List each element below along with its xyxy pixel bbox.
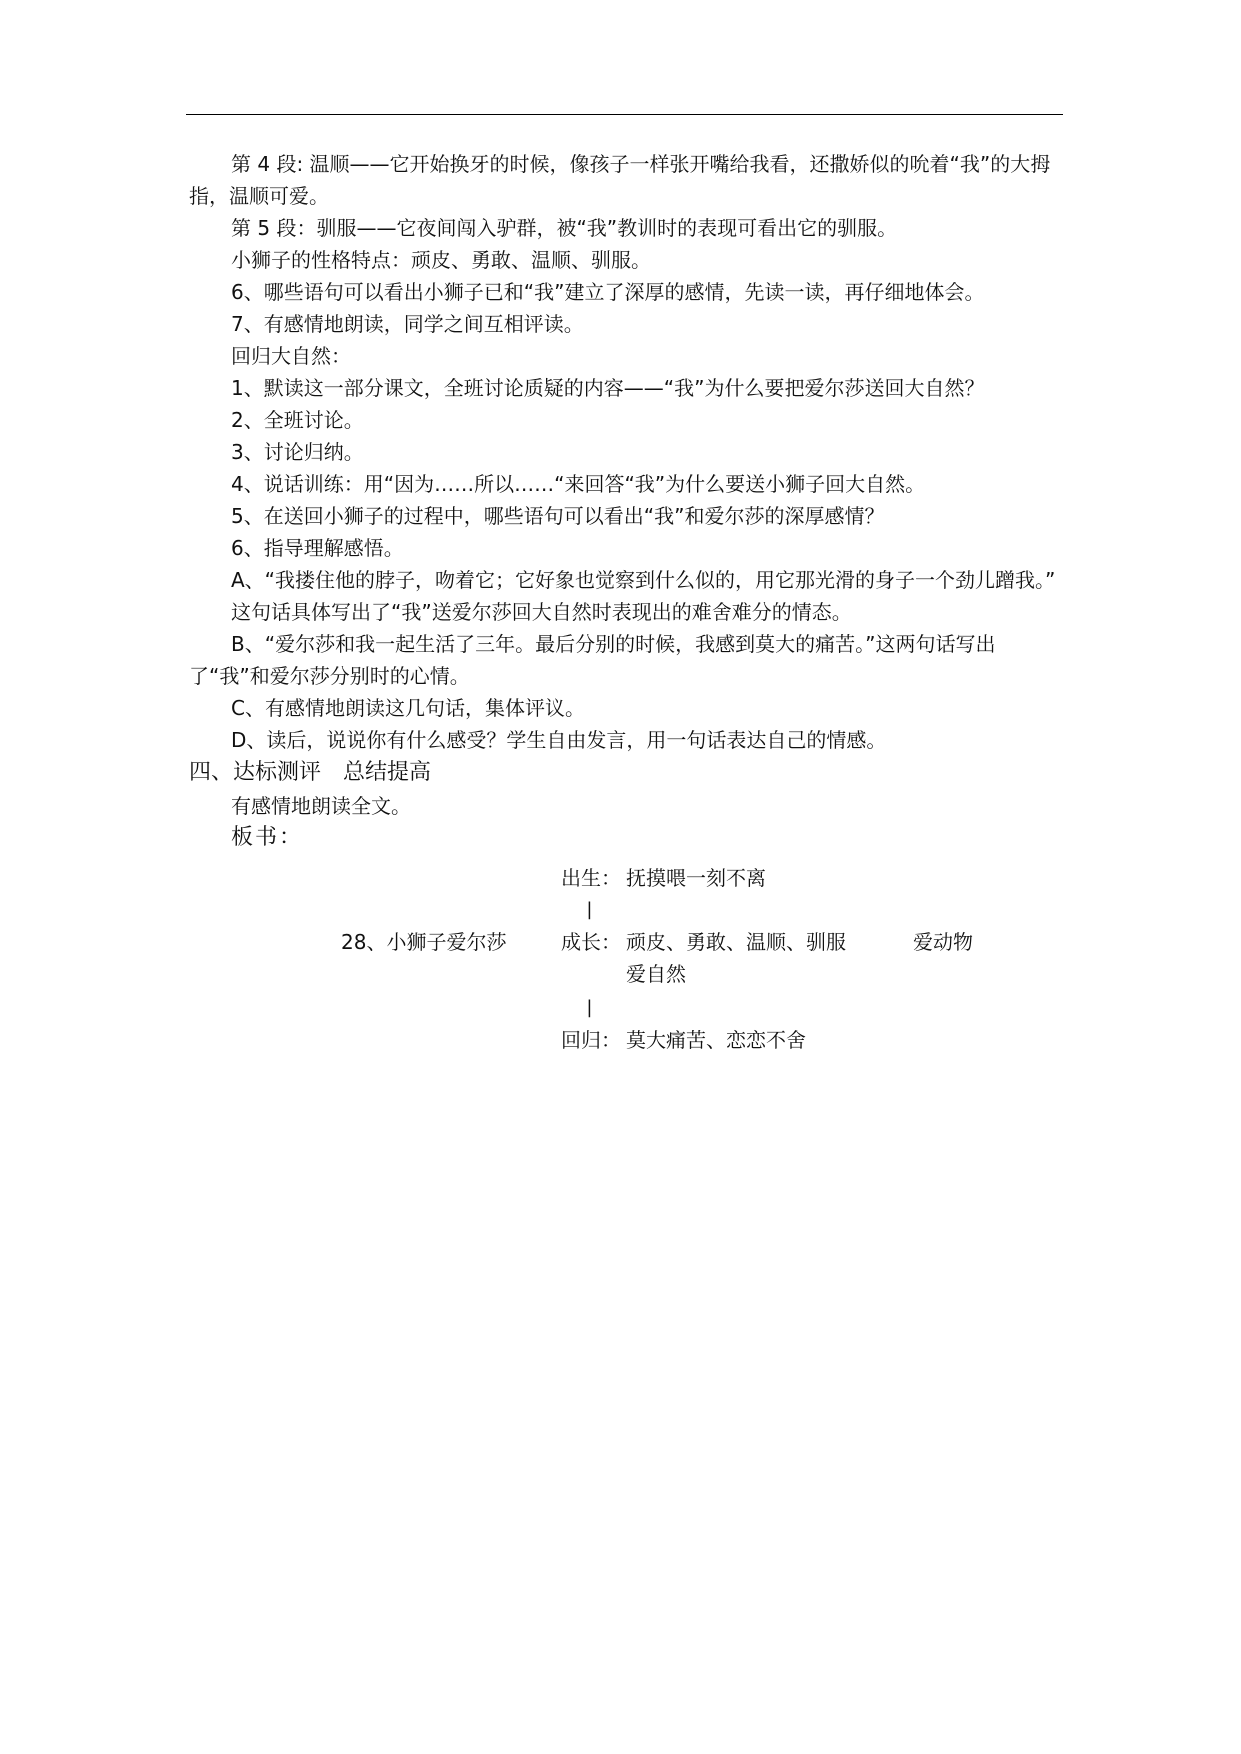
paragraph: 小狮子的性格特点：顽皮、勇敢、温顺、驯服。 <box>231 248 651 272</box>
paragraph: A、“我搂住他的脖子，吻着它；它好象也觉察到什么似的，用它那光滑的身子一个劲儿蹭我。” <box>231 568 1056 592</box>
connector-bar: | <box>584 997 595 1018</box>
paragraph: 回归大自然： <box>231 344 351 368</box>
growth-text: 顽皮、勇敢、温顺、驯服 <box>626 930 846 954</box>
paragraph: 6、指导理解感悟。 <box>231 536 404 560</box>
birth-label: 出生： <box>561 866 621 890</box>
paragraph: 5、在送回小狮子的过程中，哪些语句可以看出“我”和爱尔莎的深厚感情？ <box>231 504 885 528</box>
growth-label: 成长： <box>561 930 621 954</box>
paragraph: 3、讨论归纳。 <box>231 440 364 464</box>
header-rule <box>186 114 1063 115</box>
blackboard-summary <box>189 854 1063 1054</box>
document-body <box>189 148 1063 1054</box>
return-text: 莫大痛苦、恋恋不舍 <box>626 1028 806 1052</box>
birth-text: 抚摸喂一刻不离 <box>626 866 766 890</box>
section-heading: 四、达标测评 总结提高 <box>189 760 432 785</box>
board-label: 板书： <box>231 825 304 850</box>
paragraph: 这句话具体写出了“我”送爱尔莎回大自然时表现出的难舍难分的情态。 <box>231 600 852 624</box>
connector-bar: | <box>584 899 595 920</box>
paragraph: 2、全班讨论。 <box>231 408 364 432</box>
return-label: 回归： <box>561 1028 621 1052</box>
paragraph: 7、有感情地朗读，同学之间互相评读。 <box>231 312 584 336</box>
love-animals-text: 爱动物 <box>913 930 973 954</box>
paragraph: 4、说话训练：用“因为……所以……“来回答“我”为什么要送小狮子回大自然。 <box>231 472 926 496</box>
board-title: 28、小狮子爱尔莎 <box>341 930 507 954</box>
paragraph: 第 4 段: 温顺——它开始换牙的时候，像孩子一样张开嘴给我看，还撒娇似的吮着“我”的大拇指，温顺可爱。 <box>189 152 1051 208</box>
paragraph: 6、哪些语句可以看出小狮子已和“我”建立了深厚的感情，先读一读，再仔细地体会。 <box>231 280 985 304</box>
paragraph: C、有感情地朗读这几句话，集体评议。 <box>231 696 585 720</box>
paragraph: B、“爱尔莎和我一起生活了三年。最后分别的时候，我感到莫大的痛苦。”这两句话写出了“我”和爱尔莎分别时的心情。 <box>189 632 996 688</box>
paragraph: 1、默读这一部分课文，全班讨论质疑的内容——“我”为什么要把爱尔莎送回大自然？ <box>231 376 985 400</box>
paragraph: D、读后，说说你有什么感受？学生自由发言，用一句话表达自己的情感。 <box>231 728 887 752</box>
section-text: 有感情地朗读全文。 <box>231 794 411 818</box>
paragraph: 第 5 段：驯服——它夜间闯入驴群，被“我”教训时的表现可看出它的驯服。 <box>231 216 898 240</box>
love-nature-text: 爱自然 <box>626 962 686 986</box>
